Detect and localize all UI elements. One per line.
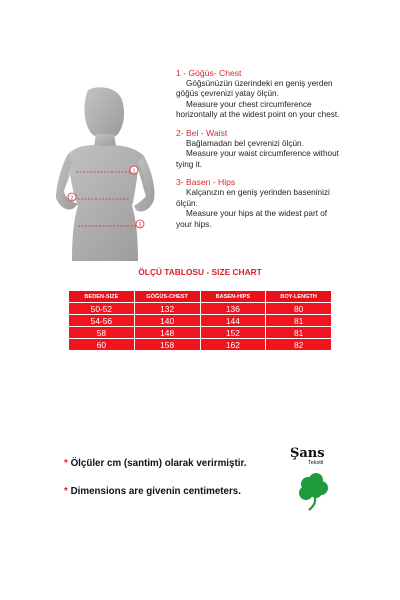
- instruction-waist-line: Measure your waist circumference without: [186, 149, 339, 159]
- cell-chest: 132: [134, 303, 200, 315]
- header-size: BEDEN-SIZE: [69, 291, 135, 303]
- cell-hips: 144: [200, 315, 266, 327]
- table-row: [69, 315, 332, 327]
- silhouette-shape: [56, 87, 155, 261]
- cell-length: 81: [266, 327, 332, 339]
- body-silhouette-figure: [38, 86, 168, 261]
- instruction-chest: [176, 68, 376, 121]
- note-english: [64, 486, 241, 497]
- instruction-chest-title: 1 - Göğüs- Chest: [176, 68, 242, 78]
- instruction-hips-line: ölçün.: [176, 198, 198, 208]
- size-chart-table: [68, 290, 332, 351]
- instruction-hips-line: Kalçanızın en geniş yerinden baseninizi: [186, 187, 330, 197]
- brand-subtitle: Tekstil: [308, 460, 324, 466]
- table-header-row: [69, 291, 332, 303]
- instruction-waist: [176, 128, 376, 170]
- header-hips: BASEN-HIPS: [200, 291, 266, 303]
- cell-size: 54-56: [69, 315, 135, 327]
- instruction-chest-line: Measure your chest circumference: [186, 99, 312, 109]
- cell-chest: 158: [134, 339, 200, 351]
- marker-chest-label: 1: [132, 168, 136, 175]
- note-turkish-text: Ölçüler cm (santim) olarak verirmiştir.: [70, 458, 247, 469]
- marker-chest: [130, 166, 138, 174]
- instruction-chest-line: göğüs çevrenizi yatay ölçün.: [176, 89, 279, 99]
- size-chart-title: ÖLÇÜ TABLOSU - SIZE CHART: [138, 267, 262, 277]
- instruction-hips-line: Measure your hips at the widest part of: [186, 209, 328, 219]
- instruction-hips: [176, 177, 376, 230]
- note-turkish: [64, 458, 246, 469]
- marker-hips: [136, 220, 144, 228]
- cell-size: 60: [69, 339, 135, 351]
- clover-icon: [294, 472, 334, 512]
- instruction-waist-title: 2- Bel - Waist: [176, 127, 228, 138]
- header-chest: GÖĞÜS-CHEST: [134, 291, 200, 303]
- note-english-text: Dimensions are givenin centimeters.: [70, 486, 241, 497]
- brand-name: Şans: [290, 446, 325, 461]
- instruction-hips-title: 3- Basen - Hips: [176, 177, 236, 188]
- cell-length: 81: [266, 315, 332, 327]
- table-row: [69, 339, 332, 351]
- measurement-instructions: [176, 68, 376, 237]
- cell-hips: 152: [200, 327, 266, 339]
- marker-hips-label: 3: [138, 222, 142, 229]
- cell-hips: 162: [200, 339, 266, 351]
- brand-logo: [290, 446, 350, 516]
- table-row: [69, 327, 332, 339]
- instruction-waist-line: tying it.: [176, 159, 202, 169]
- cell-length: 82: [266, 339, 332, 351]
- cell-size: 50-52: [69, 303, 135, 315]
- cell-hips: 136: [200, 303, 266, 315]
- cell-chest: 140: [134, 315, 200, 327]
- cell-length: 80: [266, 303, 332, 315]
- instruction-hips-line: your hips.: [176, 219, 212, 229]
- cell-size: 58: [69, 327, 135, 339]
- table-row: [69, 303, 332, 315]
- note-star: *: [64, 486, 68, 497]
- marker-waist-label: 2: [70, 195, 74, 202]
- instruction-waist-line: Bağlamadan bel çevrenizi ölçün.: [186, 138, 304, 148]
- instruction-chest-line: Göğsünüzün üzerindeki en geniş yerden: [186, 78, 333, 88]
- header-length: BOY-LENGTH: [266, 291, 332, 303]
- cell-chest: 148: [134, 327, 200, 339]
- marker-waist: [68, 193, 76, 201]
- note-star: *: [64, 458, 68, 469]
- instruction-chest-line: horizontally at the widest point on your chest.: [176, 110, 340, 120]
